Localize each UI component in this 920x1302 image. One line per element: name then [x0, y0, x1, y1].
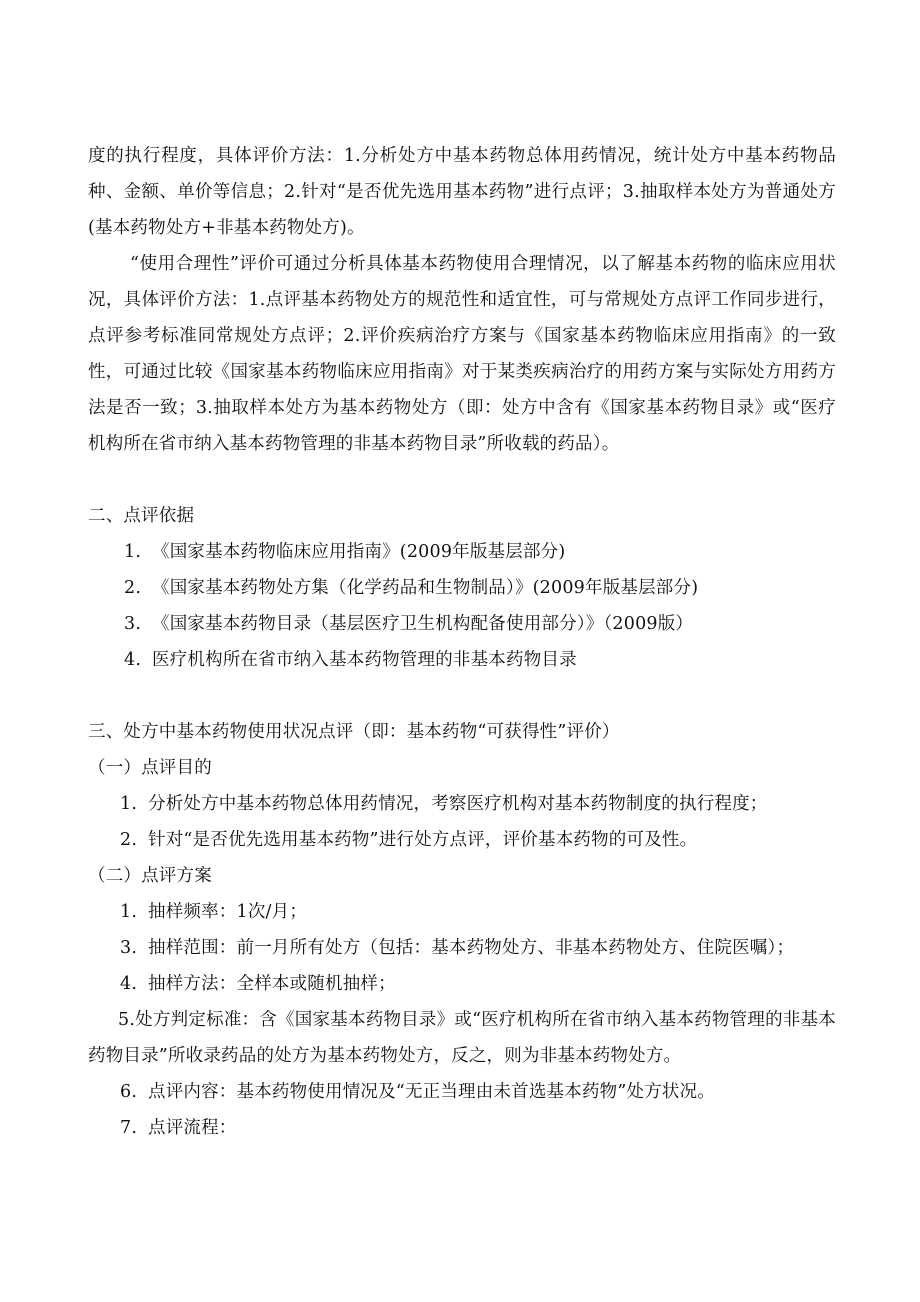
criteria-paragraph: 5.处方判定标准：含《国家基本药物目录》或“医疗机构所在省市纳入基本药物管理的非基本药物目录”所收录药品的处方为基本药物处方，反之，则为非基本药物处方。 [88, 1010, 836, 1066]
subsection-2-heading: （二）点评方案 [88, 866, 212, 886]
list-item-text: 《国家基本药物临床应用指南》(2009年版基层部分) [152, 542, 566, 562]
list-item-number: 3. [124, 614, 142, 634]
section-3-heading: 三、处方中基本药物使用状况点评（即：基本药物“可获得性”评价） [88, 722, 620, 742]
list-item-text: 点评流程： [148, 1118, 237, 1138]
list-item [120, 894, 307, 930]
list-item-text: 抽样频率：1次/月； [148, 902, 308, 922]
list-item-number: 1. [120, 902, 138, 922]
list-item [120, 966, 396, 1002]
list-item [124, 606, 693, 642]
list-item-text: 抽样范围：前一月所有处方（包括：基本药物处方、非基本药物处方、住院医嘱）； [148, 938, 795, 958]
list-item-number: 3. [120, 938, 138, 958]
list-item-text: 点评内容：基本药物使用情况及“无正当理由未首选基本药物”处方状况。 [148, 1082, 715, 1102]
subsection-1-heading: （一）点评目的 [88, 758, 212, 778]
list-item [120, 1110, 237, 1146]
list-item-text: 分析处方中基本药物总体用药情况，考察医疗机构对基本药物制度的执行程度； [148, 794, 768, 814]
list-item-number: 2. [120, 830, 138, 850]
list-item [124, 534, 565, 570]
list-item-number: 6. [120, 1082, 138, 1102]
section-2-heading: 二、点评依据 [88, 506, 195, 526]
list-item-text: 抽样方法：全样本或随机抽样； [148, 974, 396, 994]
list-item [120, 1074, 715, 1110]
list-item-text: 《国家基本药物目录（基层医疗卫生机构配备使用部分）》（2009版） [152, 614, 694, 634]
list-item-text: 针对“是否优先选用基本药物”进行处方点评，评价基本药物的可及性。 [148, 830, 698, 850]
list-item-text: 《国家基本药物处方集（化学药品和生物制品）》(2009年版基层部分) [152, 578, 699, 598]
list-item [120, 930, 794, 966]
list-item [124, 642, 577, 678]
intro-paragraph-1: 度的执行程度，具体评价方法：1.分析处方中基本药物总体用药情况，统计处方中基本药物品种、金额、单价等信息；2.针对“是否优先选用基本药物”进行点评；3.抽取样本处方为普通处方(基本药物处方+非基本药物处方)。 [88, 146, 836, 238]
list-item-text: 医疗机构所在省市纳入基本药物管理的非基本药物目录 [152, 650, 577, 670]
list-item-number: 4. [120, 974, 138, 994]
list-item [124, 570, 698, 606]
list-item [120, 786, 768, 822]
list-item-number: 2. [124, 578, 142, 598]
list-item [120, 822, 697, 858]
list-item-number: 1. [124, 542, 142, 562]
list-item-number: 4. [124, 650, 142, 670]
list-item-number: 1. [120, 794, 138, 814]
intro-paragraph-2: “使用合理性”评价可通过分析具体基本药物使用合理情况，以了解基本药物的临床应用状况，具体评价方法：1.点评基本药物处方的规范性和适宜性，可与常规处方点评工作同步进行，点评参考标准同常规处方点评；2.评价疾病治疗方案与《国家基本药物临床应用指南》的一致性，可通过比较《国家基本药物临床应用指南》对于某类疾病治疗的用药方案与实际处方用药方法是否一致；3.抽取样本处方为基本药物处方（即：处方中含有《国家基本药物目录》或“医疗机构所在省市纳入基本药物管理的非基本药物目录”所收载的药品）。 [88, 254, 836, 454]
list-item-number: 7. [120, 1118, 138, 1138]
